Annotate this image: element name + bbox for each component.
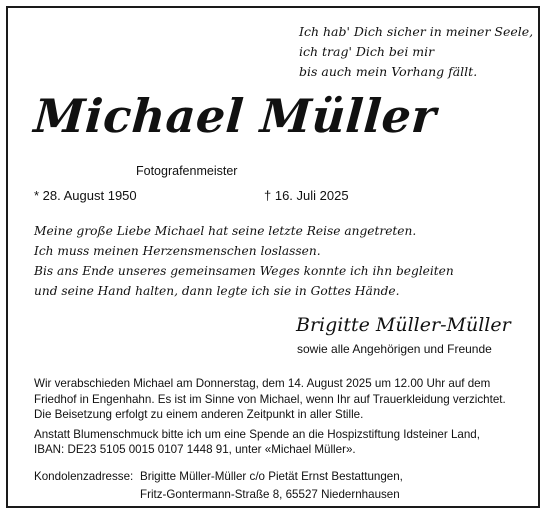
signer-name: Brigitte Müller-Müller	[296, 314, 511, 336]
contact-row	[34, 486, 403, 504]
profession: Fotografenmeister	[136, 164, 238, 178]
contact-label: Kondolenzadresse:	[34, 470, 134, 483]
info-line: Friedhof in Engenhahn. Es ist im Sinne von Michael, wenn Ihr auf Trauerkleidung verzichtet.	[34, 392, 506, 406]
farewell-message	[34, 221, 534, 301]
contact-line: Fritz-Gontermann-Straße 8, 65527 Niedernhausen	[140, 488, 400, 501]
poem-line: bis auch mein Vorhang fällt.	[299, 64, 478, 79]
poem-line: ich trag' Dich bei mir	[299, 44, 435, 59]
info-line: Wir verabschieden Michael am Donnerstag, dem 14. August 2025 um 12.00 Uhr auf dem	[34, 377, 491, 390]
poem-line: Ich hab' Dich sicher in meiner Seele,	[299, 24, 534, 39]
deceased-name: Michael Müller	[32, 89, 439, 143]
donation-paragraph	[34, 427, 528, 458]
contact-row	[34, 468, 403, 486]
poem	[299, 22, 534, 82]
ceremony-paragraph	[34, 376, 528, 423]
death-date: † 16. Juli 2025	[264, 188, 349, 203]
message-line: Ich muss meinen Herzensmenschen loslassen.	[34, 244, 321, 258]
info-line: IBAN: DE23 5105 0015 0107 1448 91, unter «Michael Müller».	[34, 443, 356, 456]
message-line: und seine Hand halten, dann legte ich sie in Gottes Hände.	[34, 284, 400, 298]
contact-line: Brigitte Müller-Müller c/o Pietät Ernst Bestattungen,	[140, 470, 403, 483]
message-line: Meine große Liebe Michael hat seine letzte Reise angetreten.	[34, 224, 417, 238]
birth-date: * 28. August 1950	[34, 188, 137, 203]
condolence-address	[34, 468, 403, 504]
message-line: Bis ans Ende unseres gemeinsamen Weges konnte ich ihn begleiten	[34, 264, 454, 278]
family-line: sowie alle Angehörigen und Freunde	[297, 342, 492, 356]
info-line: Die Beisetzung erfolgt zu einem anderen Zeitpunkt in aller Stille.	[34, 408, 364, 421]
info-line: Anstatt Blumenschmuck bitte ich um eine Spende an die Hospizstiftung Idsteiner Land,	[34, 427, 480, 441]
funeral-info	[34, 376, 528, 458]
